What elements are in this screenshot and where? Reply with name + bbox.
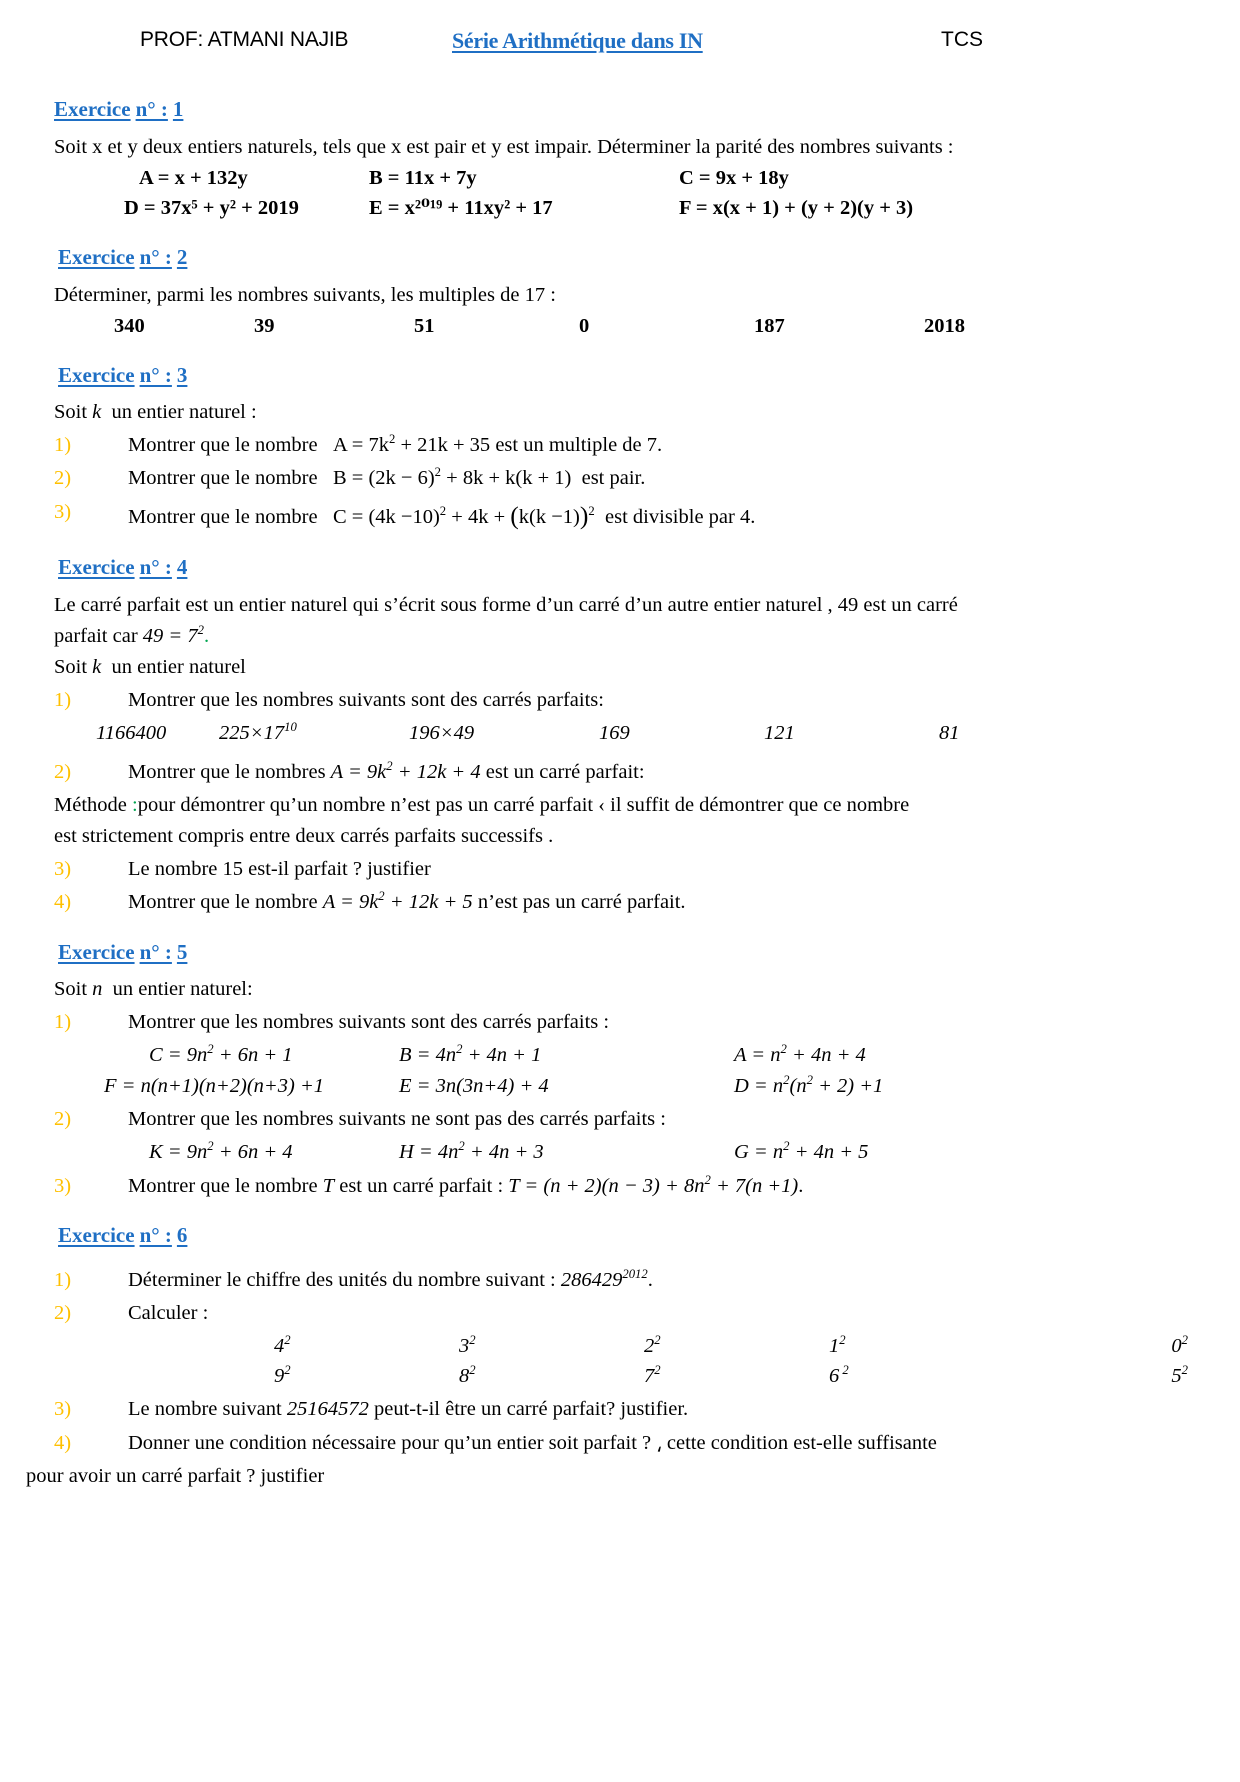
list-item	[54, 889, 1200, 916]
list-item	[54, 1009, 1200, 1036]
exercise-2-intro: Déterminer, parmi les nombres suivants, les multiples de 17 :	[54, 283, 556, 306]
list-item	[54, 1173, 1200, 1200]
exercise-4-method-line2: est strictement compris entre deux carrés parfaits successifs .	[54, 825, 554, 848]
item-text	[128, 1396, 1200, 1423]
square-value: $9^2$	[274, 1363, 291, 1388]
math-286429-power-2012: $286429^{2012}$	[560, 1267, 648, 1292]
item-text-post: .	[798, 1174, 804, 1197]
item-text-pre: Montrer que le nombres	[128, 761, 331, 784]
item-text: Le nombre 15 est-il parfait ? justifier	[128, 858, 431, 881]
exercise-3-intro: Soit k un entier naturel :	[54, 401, 257, 424]
item-number: 3)	[54, 858, 72, 881]
document-page	[0, 28, 1240, 1782]
item-text-pre: Le nombre suivant	[128, 1398, 287, 1421]
number-item: 340	[114, 314, 145, 337]
exercise-5-row-1	[54, 1042, 1200, 1069]
header-level: TCS	[941, 28, 983, 51]
exercise-4-intro-line3: Soit k un entier naturel	[54, 656, 246, 679]
item-number: 2)	[54, 1302, 72, 1325]
item-text: Montrer que le nombre $A = 7k^2 + 21k + 35$ est un multiple de 7.	[128, 432, 663, 457]
exercise-label-2: Exercice	[58, 244, 135, 269]
math-A-9k2-12k-4: $A = 9k^2 + 12k + 4$	[330, 759, 481, 784]
exercise-number-3: 3	[176, 362, 188, 387]
exercise-sep-6: n° :	[139, 1222, 172, 1247]
item-text	[128, 1173, 1200, 1200]
formula-B: $B = 4n^2 + 4n + 1$	[399, 1042, 542, 1067]
square-value: $3^2$	[459, 1333, 476, 1358]
square-value: 6 $^2$	[829, 1363, 849, 1388]
method-colon: :	[132, 794, 138, 817]
exercise-number-4: 4	[176, 555, 188, 580]
list-item	[54, 1430, 1200, 1457]
item-text: Calculer :	[128, 1302, 209, 1325]
math-49-equals-7-squared: $49 = 7^2$	[142, 623, 204, 648]
item-number: 3)	[54, 500, 72, 523]
exercise-sep-1: n° :	[135, 97, 168, 121]
formula-F: F = n(n+1)(n+2)(n+3) +1	[104, 1075, 325, 1098]
exercise-label-6: Exercice	[58, 1222, 135, 1247]
square-value: $0^2$	[1171, 1333, 1188, 1358]
exercise-heading-6	[58, 1222, 1200, 1250]
square-value: $225\times 17^{10}$	[219, 720, 297, 745]
number-item: 51	[414, 314, 435, 337]
item-text: Montrer que les nombres suivants sont des carrés parfaits :	[128, 1011, 610, 1034]
item-number: 2)	[54, 1108, 72, 1131]
exercise-number-6: 6	[176, 1222, 188, 1247]
item-text: Montrer que les nombres suivants ne sont pas des carrés parfaits :	[128, 1108, 666, 1131]
exercise-1-formula-row-1	[54, 165, 1200, 192]
exercise-heading-1	[54, 96, 1200, 124]
item-text-post: n’est pas un carré parfait.	[472, 891, 686, 914]
exercise-6-squares-row-1	[54, 1333, 1200, 1360]
formula-G: $G = n^2 + 4n + 5$	[734, 1139, 869, 1164]
item-text-post: peut-t-il être un carré parfait? justifier.	[368, 1398, 689, 1421]
formula-K: $K = 9n^2 + 6n + 4$	[149, 1139, 293, 1164]
exercise-4-squares-list	[54, 720, 1200, 747]
list-item	[54, 1300, 1200, 1327]
item-text: Montrer que les nombres suivants sont des carrés parfaits:	[128, 689, 604, 712]
exercise-sep-3: n° :	[139, 362, 172, 387]
item-text	[128, 759, 1200, 786]
list-item	[54, 432, 1200, 459]
square-value: 121	[764, 722, 795, 745]
exercise-heading-3	[58, 362, 1200, 390]
math-A-9k2-12k-5: $A = 9k^2 + 12k + 5$	[322, 889, 473, 914]
exercise-1-intro: Soit x et y deux entiers naturels, tels que x est pair et y est impair. Déterminer la parité des nombres suivants :	[54, 135, 954, 158]
page-header	[0, 28, 1240, 74]
formula-A: $A = n^2 + 4n + 4$	[734, 1042, 866, 1067]
exercise-label-4: Exercice	[58, 555, 135, 580]
formula-E: E = 3n(3n+4) + 4	[399, 1075, 549, 1098]
intro-post: .	[203, 625, 210, 648]
square-value: $5^2$	[1171, 1363, 1188, 1388]
square-value: $2^2$	[644, 1333, 661, 1358]
variable-T: T	[322, 1174, 335, 1197]
item-number: 2)	[54, 761, 72, 784]
exercise-label-3: Exercice	[58, 362, 135, 387]
formula-E: E = x²⁰¹⁹ + 11xy² + 17	[369, 196, 553, 219]
formula-C: C = 9x + 18y	[679, 166, 789, 189]
method-label: Méthode	[54, 794, 132, 817]
list-item	[54, 687, 1200, 714]
exercise-number-2: 2	[176, 244, 188, 269]
item-text-post: est un carré parfait:	[480, 761, 645, 784]
formula-H: $H = 4n^2 + 4n + 3$	[399, 1139, 544, 1164]
exercise-number-5: 5	[176, 939, 188, 964]
item-text: Donner une condition nécessaire pour qu’un entier soit parfait ? ⸲ cette condition est-elle suffisante	[128, 1431, 937, 1454]
square-value: $8^2$	[459, 1363, 476, 1388]
variable-k: k	[92, 656, 102, 679]
variable-k: k	[92, 401, 102, 424]
exercise-4-intro-line1: Le carré parfait est un entier naturel qui s’écrit sous forme d’un carré d’un autre entier naturel , 49 est un carré	[54, 594, 958, 617]
variable-n: n	[92, 978, 103, 1001]
item-number: 3)	[54, 1174, 72, 1197]
list-item	[54, 1267, 1200, 1294]
formula-D: D = 37x⁵ + y² + 2019	[124, 196, 299, 219]
exercise-5-row-3	[54, 1139, 1200, 1166]
square-value: 81	[939, 722, 960, 745]
item-number: 4)	[54, 891, 72, 914]
number-item: 0	[579, 314, 590, 337]
list-item	[54, 759, 1200, 786]
exercise-number-1: 1	[172, 97, 184, 121]
square-value: $7^2$	[644, 1363, 661, 1388]
list-item	[54, 465, 1200, 492]
math-25164572: 25164572	[286, 1398, 369, 1421]
exercise-5-row-2	[54, 1073, 1200, 1100]
list-item	[54, 1106, 1200, 1133]
list-item	[54, 1396, 1200, 1423]
item-text-post: .	[647, 1269, 653, 1292]
square-value: 196×49	[409, 722, 475, 745]
exercise-sep-4: n° :	[139, 555, 172, 580]
square-value: 1166400	[96, 722, 167, 745]
exercise-heading-4	[58, 554, 1200, 582]
exercise-4-method-line1	[54, 792, 1200, 819]
item-text-pre: Montrer que le nombre	[128, 1174, 323, 1197]
square-value: 169	[599, 722, 630, 745]
item-number: 1)	[54, 1269, 72, 1292]
exercise-2-number-list	[54, 313, 1200, 340]
item-text: Montrer que le nombre $B = (2k - 6)^2 + 8k + k(k + 1)$ est pair.	[128, 465, 646, 490]
number-item: 39	[254, 314, 275, 337]
item-number: 4)	[54, 1431, 72, 1454]
document-body	[0, 96, 1240, 1490]
formula-A: A = x + 132y	[139, 166, 248, 189]
exercise-label-1: Exercice	[54, 97, 131, 121]
list-item	[54, 499, 1200, 533]
item-number: 1)	[54, 689, 72, 712]
exercise-6-squares-row-2	[54, 1363, 1200, 1390]
formula-C: $C = 9n^2 + 6n + 1$	[149, 1042, 293, 1067]
exercise-5-intro: Soit n un entier naturel:	[54, 978, 253, 1001]
exercise-heading-5	[58, 939, 1200, 967]
exercise-sep-2: n° :	[139, 244, 172, 269]
header-document-title: Série Arithmétique dans IN	[452, 28, 703, 53]
item-number: 1)	[54, 1011, 72, 1034]
math-T-expression: $T = (n + 2)(n - 3) + 8n^2 + 7(n +1)$	[508, 1172, 799, 1197]
header-professor: PROF: ATMANI NAJIB	[140, 28, 349, 51]
item-text	[128, 889, 1200, 916]
item-text	[128, 1267, 1200, 1294]
item-text-pre: Déterminer le chiffre des unités du nombre suivant :	[128, 1269, 561, 1292]
exercise-sep-5: n° :	[139, 939, 172, 964]
item-text-pre: Montrer que le nombre	[128, 891, 323, 914]
exercise-6-item4-continuation: pour avoir un carré parfait ? justifier	[26, 1464, 325, 1487]
formula-F: F = x(x + 1) + (y + 2)(y + 3)	[679, 196, 914, 219]
item-number: 3)	[54, 1398, 72, 1421]
item-text-mid: est un carré parfait :	[334, 1174, 509, 1197]
exercise-4-intro-line2	[54, 623, 1200, 650]
number-item: 2018	[924, 314, 965, 337]
item-number: 1)	[54, 434, 72, 457]
intro-pre: parfait car	[54, 625, 143, 648]
method-text: pour démontrer qu’un nombre n’est pas un carré parfait ‹ il suffit de démontrer que ce nombre	[137, 794, 910, 817]
list-item	[54, 856, 1200, 883]
formula-D: $D = n^2(n^2 + 2) +1$	[734, 1073, 884, 1098]
square-value: $4^2$	[274, 1333, 291, 1358]
exercise-1-formula-row-2	[54, 195, 1200, 222]
formula-B: B = 11x + 7y	[369, 166, 477, 189]
item-text: Montrer que le nombre $C = (4k -10)^2 + 4k + (k(k -1))^2$ est divisible par 4.	[128, 500, 756, 530]
square-value: $1^2$	[829, 1333, 846, 1358]
exercise-label-5: Exercice	[58, 939, 135, 964]
item-number: 2)	[54, 467, 72, 490]
number-item: 187	[754, 314, 785, 337]
exercise-heading-2	[58, 244, 1200, 272]
